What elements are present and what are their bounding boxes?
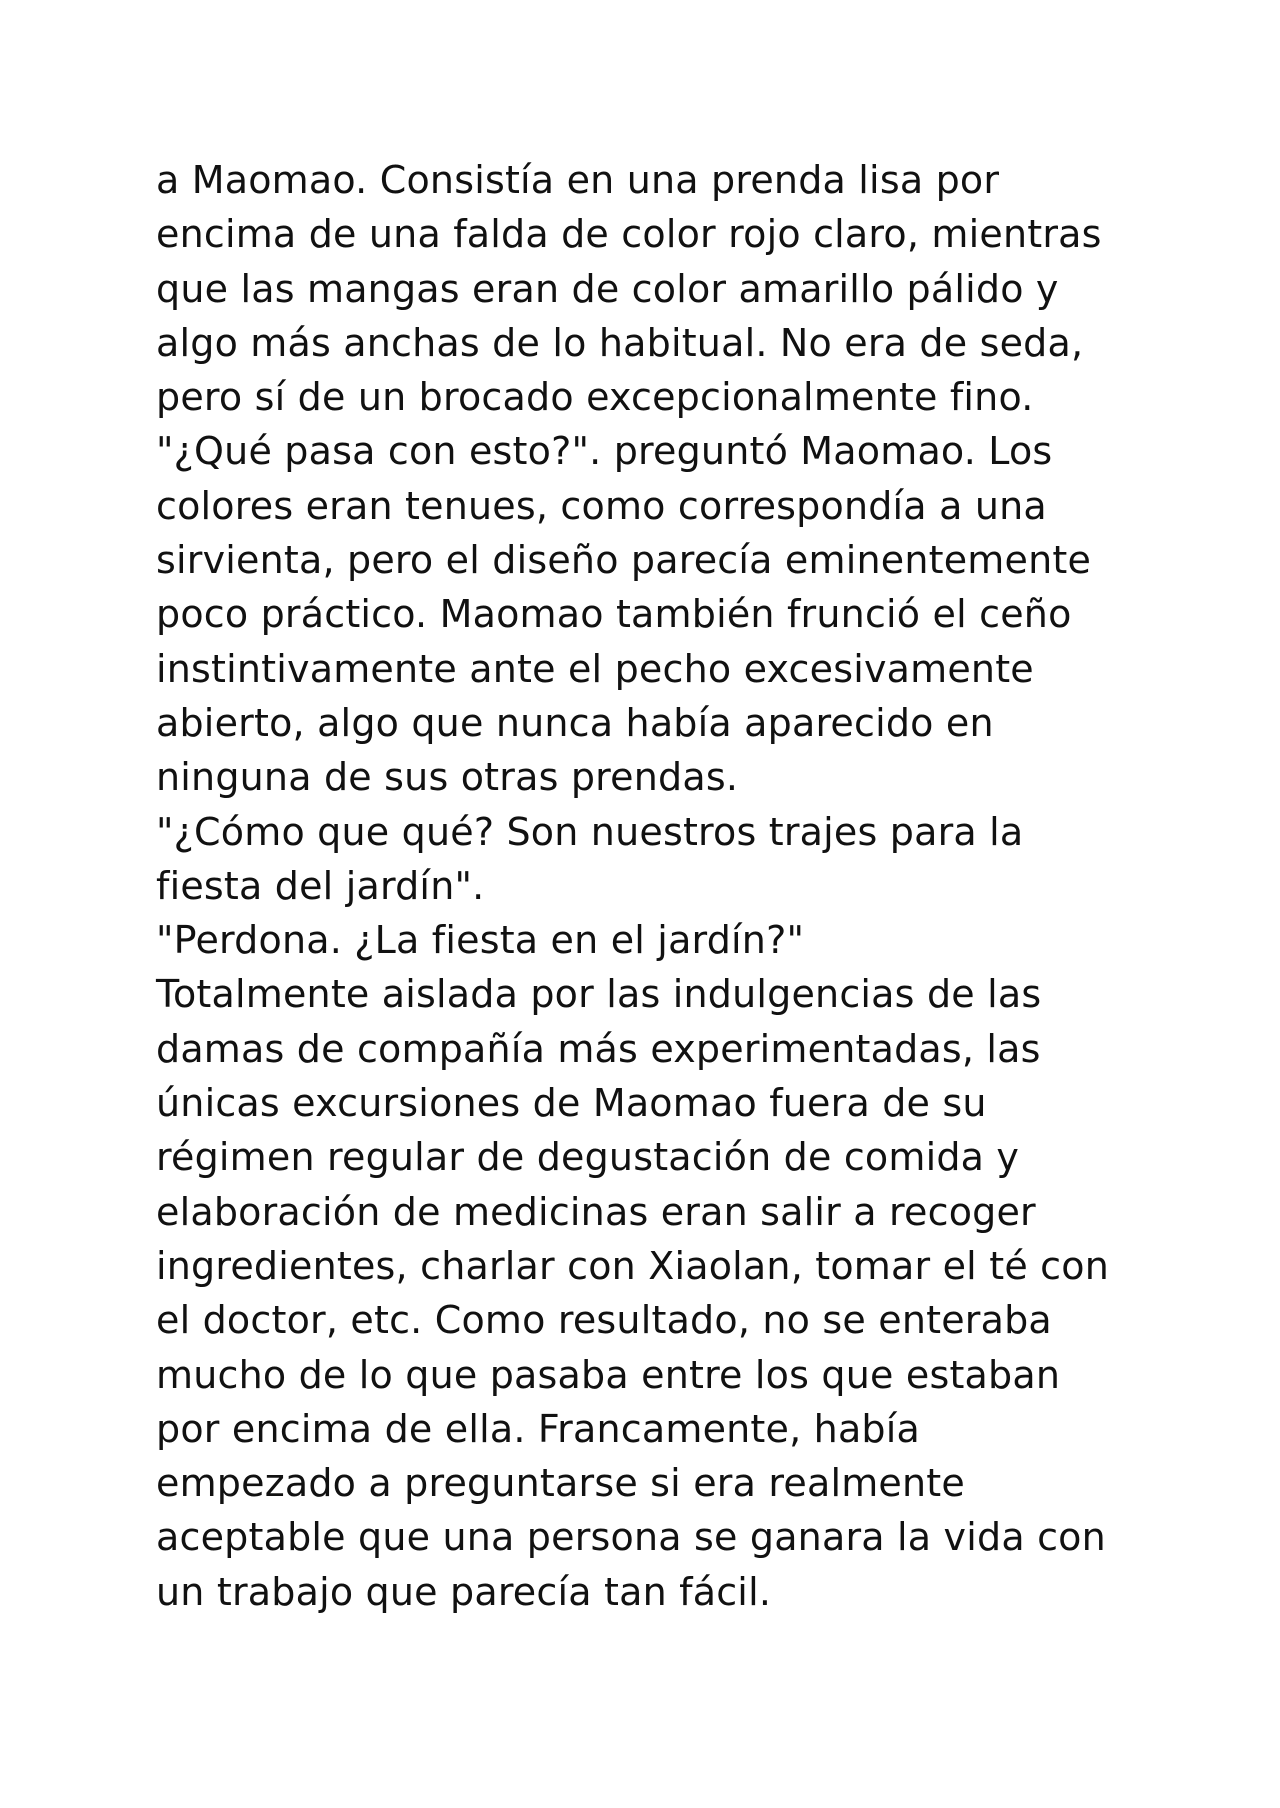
text-line: abierto, algo que nunca había aparecido en bbox=[156, 700, 994, 745]
text-line: únicas excursiones de Maomao fuera de su bbox=[156, 1081, 987, 1126]
body-text bbox=[156, 153, 1156, 1619]
text-line: que las mangas eran de color amarillo pálido y bbox=[156, 266, 1059, 311]
text-line: instintivamente ante el pecho excesivamente bbox=[156, 646, 1034, 691]
text-line: mucho de lo que pasaba entre los que estaban bbox=[156, 1352, 1061, 1397]
text-line: elaboración de medicinas eran salir a recoger bbox=[156, 1189, 1036, 1234]
text-line: un trabajo que parecía tan fácil. bbox=[156, 1569, 772, 1614]
text-line: régimen regular de degustación de comida y bbox=[156, 1135, 1020, 1180]
text-line: ninguna de sus otras prendas. bbox=[156, 755, 739, 800]
text-line: "Perdona. ¿La fiesta en el jardín?" bbox=[156, 918, 805, 963]
text-line: "¿Qué pasa con esto?". preguntó Maomao. Los bbox=[156, 429, 1053, 474]
text-line: ingredientes, charlar con Xiaolan, tomar el té con bbox=[156, 1243, 1110, 1288]
text-line: encima de una falda de color rojo claro, mientras bbox=[156, 212, 1102, 257]
text-line: Totalmente aislada por las indulgencias de las bbox=[156, 972, 1042, 1017]
text-line: el doctor, etc. Como resultado, no se enteraba bbox=[156, 1298, 1052, 1343]
text-line: algo más anchas de lo habitual. No era de seda, bbox=[156, 320, 1084, 365]
text-line: poco práctico. Maomao también frunció el ceño bbox=[156, 592, 1072, 637]
text-line: por encima de ella. Francamente, había bbox=[156, 1406, 921, 1451]
text-line: empezado a preguntarse si era realmente bbox=[156, 1461, 965, 1506]
text-line: damas de compañía más experimentadas, las bbox=[156, 1026, 1041, 1071]
text-line: colores eran tenues, como correspondía a una bbox=[156, 483, 1047, 528]
text-line: aceptable que una persona se ganara la vida con bbox=[156, 1515, 1106, 1560]
text-line: "¿Cómo que qué? Son nuestros trajes para la bbox=[156, 809, 1024, 854]
text-line: fiesta del jardín". bbox=[156, 863, 485, 908]
text-line: pero sí de un brocado excepcionalmente fino. bbox=[156, 375, 1034, 420]
text-line: sirvienta, pero el diseño parecía eminentemente bbox=[156, 538, 1092, 583]
text-line: a Maomao. Consistía en una prenda lisa por bbox=[156, 158, 1000, 202]
